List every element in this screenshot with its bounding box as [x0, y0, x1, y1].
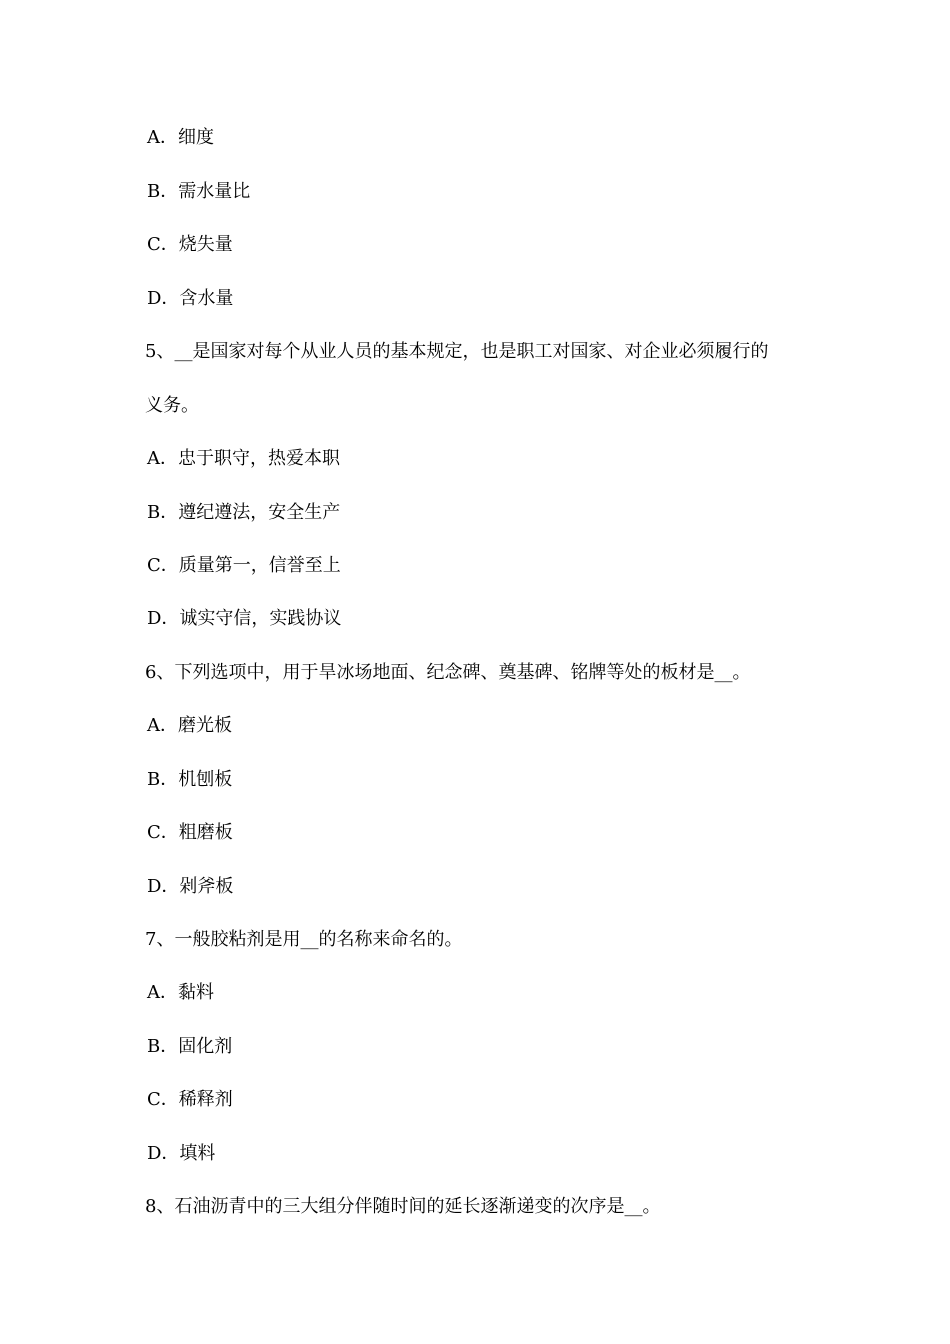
option-b: B．需水量比 — [147, 181, 251, 202]
option-b: B．固化剂 — [147, 1036, 233, 1057]
option-a: A．忠于职守，热爱本职 — [147, 448, 340, 469]
option-d: D．剁斧板 — [147, 876, 234, 897]
option-b: B．遵纪遵法，安全生产 — [147, 502, 341, 523]
option-d: D．填料 — [147, 1143, 216, 1164]
question-7: 7、一般胶粘剂是用__的名称来命名的。 — [145, 929, 463, 950]
option-a: A．黏料 — [147, 982, 214, 1003]
option-d: D．含水量 — [147, 288, 234, 309]
question-6: 6、下列选项中，用于旱冰场地面、纪念碑、奠基碑、铭牌等处的板材是__。 — [145, 662, 751, 683]
option-a: A．磨光板 — [147, 715, 232, 736]
option-c: C．质量第一，信誉至上 — [147, 555, 341, 576]
option-d: D．诚实守信，实践协议 — [147, 608, 342, 629]
option-c: C．粗磨板 — [147, 822, 233, 843]
option-c: C．稀释剂 — [147, 1089, 233, 1110]
question-5-line-2: 义务。 — [145, 395, 199, 416]
option-a: A．细度 — [147, 127, 214, 148]
option-b: B．机刨板 — [147, 769, 233, 790]
option-c: C．烧失量 — [147, 234, 233, 255]
question-5-line-1: 5、__是国家对每个从业人员的基本规定，也是职工对国家、对企业必须履行的 — [145, 341, 769, 362]
question-8: 8、石油沥青中的三大组分伴随时间的延长逐渐递变的次序是__。 — [145, 1196, 661, 1217]
